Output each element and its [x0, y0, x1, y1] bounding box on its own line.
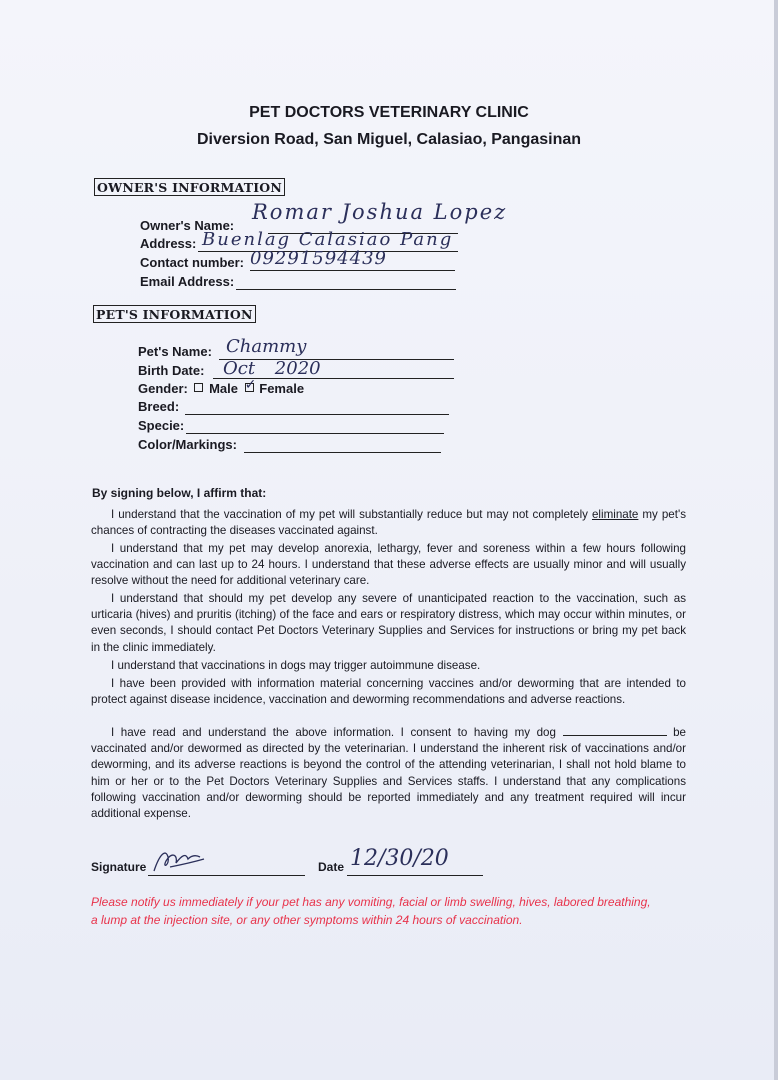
owner-name-field[interactable]: Romar Joshua Lopez [252, 200, 508, 224]
address-label: Address: [140, 236, 197, 251]
email-label: Email Address: [140, 274, 235, 289]
date-line [347, 875, 483, 876]
pet-section-title: PET'S INFORMATION [93, 305, 256, 323]
male-label: Male [209, 381, 238, 396]
birth-date-label: Birth Date: [138, 363, 205, 378]
date-field[interactable]: 12/30/20 [350, 846, 449, 871]
gender-label: Gender: [138, 381, 188, 396]
contact-label: Contact number: [140, 255, 244, 270]
female-label: Female [259, 381, 305, 396]
address-field[interactable]: Buenlag Calasiao Pang [202, 229, 454, 250]
paper-edge [774, 0, 778, 1080]
p6-start: I have read and understand the above information. I consent to having my dog [111, 726, 556, 739]
specie-field[interactable] [186, 433, 444, 434]
email-line [236, 289, 456, 290]
consent-paragraph-6 [91, 725, 686, 822]
color-field[interactable] [244, 452, 441, 453]
consent-paragraph-3: I understand that should my pet develop any severe of unanticipated reaction to the vaccination, such as urticaria (hives) and pruritis (itching) of the face and ears or respiratory distress, which may occur within minutes, or even seconds, I should contact Pet Doctors Veterinary Supplies and Services for instructions or bring my pet back in the clinic immediately. [91, 592, 686, 654]
breed-label: Breed: [138, 399, 180, 414]
clinic-name: PET DOCTORS VETERINARY CLINIC [249, 104, 529, 121]
female-checkbox[interactable] [244, 377, 257, 393]
consent-paragraph-2: I understand that my pet may develop anorexia, lethargy, fever and soreness within a few hours following vaccination and can last up to 24 hours. I understand that these adverse effects are usually minor and will usually resolve without the need for additional veterinary care. [91, 542, 686, 588]
owner-name-label: Owner's Name: [140, 218, 235, 233]
color-label: Color/Markings: [138, 437, 237, 452]
male-checkbox[interactable] [194, 383, 203, 392]
contact-field[interactable]: 09291594439 [250, 248, 387, 269]
p1-end: my pet's chances of contracting the diseases vaccinated against. [91, 508, 686, 538]
signature-line[interactable] [148, 875, 305, 876]
consent-paragraph-1 [91, 507, 686, 539]
check-mark-icon: ✓ [244, 377, 257, 393]
affirm-heading: By signing below, I affirm that: [92, 486, 267, 500]
signature-scribble [150, 845, 210, 875]
birth-date-field[interactable]: Oct 2020 [223, 358, 321, 379]
consent-paragraph-4: I understand that vaccinations in dogs may trigger autoimmune disease. [111, 659, 481, 672]
breed-field[interactable] [185, 414, 449, 415]
owner-section-title: OWNER'S INFORMATION [94, 178, 285, 196]
signature-label: Signature [91, 860, 147, 874]
clinic-address: Diversion Road, San Miguel, Calasiao, Pangasinan [196, 131, 582, 148]
dog-name-blank[interactable] [563, 725, 667, 736]
p6-end: be vaccinated and/or dewormed as directed by the veterinarian. I understand the inherent risk of vaccinations and/or deworming, and its adverse reactions is beyond the control of the attending veterinarian, I shall not hold blame to him or her or to the Pet Doctors Veterinary Supplies and Services staffs. I understand that any complications following vaccination and/or deworming should be reported immediately and any treatment required will incur additional expense. [91, 726, 686, 821]
specie-label: Specie: [138, 418, 185, 433]
notice-text: Please notify us immediately if your pet has any vomiting, facial or limb swelling, hives, labored breathing, a lump at the injection site, or any other symptoms within 24 hours of vaccination. [91, 895, 651, 927]
pet-name-label: Pet's Name: [138, 344, 212, 359]
pet-name-field[interactable]: Chammy [226, 336, 307, 357]
gender-row [138, 377, 305, 398]
p1-underlined: eliminate [591, 508, 639, 521]
consent-paragraph-5: I have been provided with information material concerning vaccines and/or deworming that are intended to protect against disease incidence, vaccination and deworming recommendations and adverse reactions. [91, 677, 686, 707]
date-label: Date [318, 860, 345, 874]
p1-start: I understand that the vaccination of my pet will substantially reduce but may not completely [111, 508, 588, 521]
contact-line [250, 270, 455, 271]
